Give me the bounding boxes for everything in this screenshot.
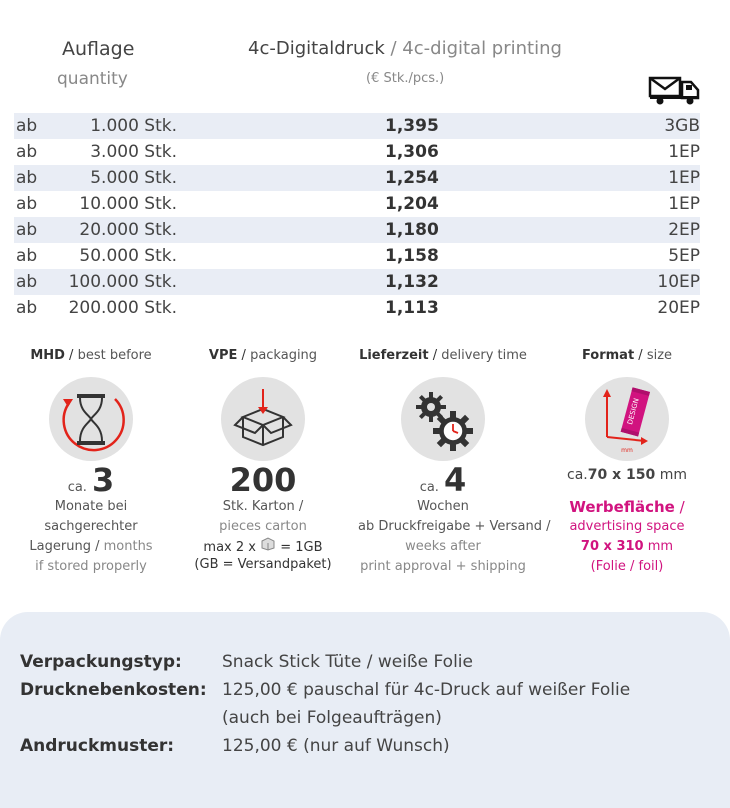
detail-value: Snack Stick Tüte / weiße Folie [222, 652, 473, 672]
quantity-cell: 200.000 Stk. [68, 298, 177, 318]
mhd-ca: ca. [67, 480, 87, 495]
print-header-de: 4c-Digitaldruck [248, 38, 385, 59]
truck-mail-icon [648, 72, 702, 110]
shipping-cell: 3GB [664, 116, 700, 136]
mhd-line1: Monate bei [54, 499, 128, 514]
prefix-cell: ab [16, 116, 38, 136]
price-cell: 1,113 [385, 298, 439, 318]
print-header-sep: / [384, 38, 403, 59]
prefix-cell: ab [16, 220, 38, 240]
shipping-cell: 2EP [668, 220, 700, 240]
lieferzeit-title: Lieferzeit / delivery time [359, 348, 527, 363]
ad-space-value: 70 x 310 mm [580, 539, 674, 554]
format-icon-unit: mm [621, 447, 633, 454]
detail-value: (auch bei Folgeaufträgen) [222, 708, 442, 728]
ad-space-note: (Folie / foil) [590, 559, 664, 574]
quantity-cell: 50.000 Stk. [79, 246, 177, 266]
mhd-line4: if stored properly [35, 559, 147, 574]
prefix-cell: ab [16, 142, 38, 162]
format-size: ca.70 x 150 mm [567, 467, 687, 483]
prefix-cell: ab [16, 246, 38, 266]
lieferzeit-line2: ab Druckfreigabe + Versand / [358, 519, 551, 534]
vpe-value: 200 [229, 461, 297, 499]
quantity-header-de: Auflage [62, 38, 135, 60]
price-cell: 1,254 [385, 168, 439, 188]
price-cell: 1,132 [385, 272, 439, 292]
detail-label: Andruckmuster: [20, 736, 175, 756]
vpe-line1: Stk. Karton / [222, 499, 304, 514]
detail-value: 125,00 € (nur auf Wunsch) [222, 736, 450, 756]
small-box-icon [260, 537, 276, 558]
lieferzeit-line3: weeks after [405, 539, 481, 554]
price-row [14, 191, 700, 217]
format-title: Format / size [581, 348, 673, 363]
vpe-title: VPE / packaging [208, 348, 318, 363]
vpe-line4: (GB = Versandpaket) [194, 557, 332, 572]
price-cell: 1,395 [385, 116, 439, 136]
price-cell: 1,180 [385, 220, 439, 240]
ad-space-title: Werbefläche / [569, 498, 685, 516]
shipping-cell: 1EP [668, 194, 700, 214]
lieferzeit-column [358, 348, 551, 577]
quantity-cell: 1.000 Stk. [90, 116, 177, 136]
price-cell: 1,158 [385, 246, 439, 266]
prefix-cell: ab [16, 168, 38, 188]
lieferzeit-line1: Wochen [417, 499, 469, 514]
vpe-line2: pieces carton [219, 519, 307, 534]
stick-pack-format-icon [585, 377, 669, 461]
prefix-cell: ab [16, 194, 38, 214]
lieferzeit-value: 4 [444, 461, 467, 499]
price-row [14, 269, 700, 295]
quantity-header-en: quantity [57, 69, 128, 89]
shipping-cell: 1EP [668, 142, 700, 162]
price-row [14, 165, 700, 191]
ad-space-en: advertising space [569, 519, 685, 534]
price-cell: 1,204 [385, 194, 439, 214]
shipping-cell: 1EP [668, 168, 700, 188]
quantity-cell: 100.000 Stk. [68, 272, 177, 292]
print-header-en: 4c-digital printing [402, 38, 562, 59]
gears-clock-icon [401, 377, 485, 461]
prefix-cell: ab [16, 272, 38, 292]
lieferzeit-line4: print approval + shipping [360, 559, 526, 574]
price-row [14, 113, 700, 139]
details-panel [0, 612, 730, 808]
quantity-cell: 5.000 Stk. [90, 168, 177, 188]
quantity-cell: 20.000 Stk. [79, 220, 177, 240]
detail-label: Verpackungstyp: [20, 652, 182, 672]
prefix-cell: ab [16, 298, 38, 318]
price-row [14, 243, 700, 269]
mhd-line2: sachgerechter [44, 519, 138, 534]
format-icon-text: DESIGN [626, 397, 641, 426]
price-cell: 1,306 [385, 142, 439, 162]
mhd-line3: Lagerung / months [29, 539, 153, 554]
shipping-cell: 10EP [657, 272, 700, 292]
detail-label: Drucknebenkosten: [20, 680, 207, 700]
mhd-column [6, 348, 176, 577]
shipping-cell: 5EP [668, 246, 700, 266]
quantity-cell: 3.000 Stk. [90, 142, 177, 162]
price-row [14, 139, 700, 165]
format-column [542, 348, 712, 577]
price-row [14, 217, 700, 243]
price-row [14, 295, 700, 321]
print-header [248, 38, 562, 59]
lieferzeit-ca: ca. [419, 480, 439, 495]
vpe-line3: max 2 x = 1GB [178, 537, 348, 558]
quantity-cell: 10.000 Stk. [79, 194, 177, 214]
open-box-icon [221, 377, 305, 461]
vpe-column [178, 348, 348, 572]
shipping-cell: 20EP [657, 298, 700, 318]
detail-value: 125,00 € pauschal für 4c-Druck auf weißer Folie [222, 680, 631, 700]
mhd-value: 3 [92, 461, 115, 499]
hourglass-icon [49, 377, 133, 461]
unit-label: (€ Stk./pcs.) [366, 71, 445, 86]
mhd-title: MHD / best before [30, 348, 152, 363]
